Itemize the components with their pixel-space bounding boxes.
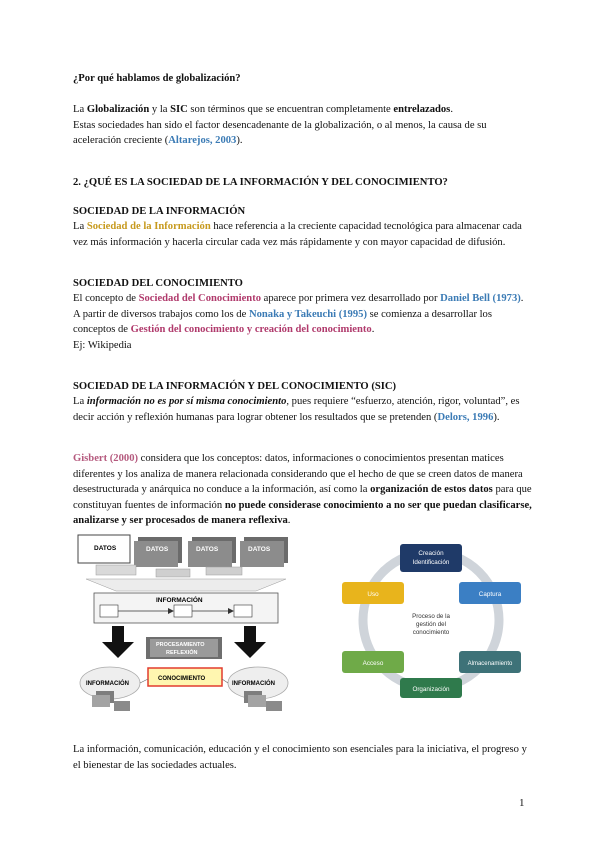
datos-row xyxy=(78,535,288,577)
captura-label: Captura xyxy=(478,591,502,598)
citation-nonaka: Nonaka y Takeuchi (1995) xyxy=(248,308,367,320)
section-title: 2. ¿QUÉ ES LA SOCIEDAD DE LA INFORMACIÓN Y DEL CONOCIMIENTO? xyxy=(73,177,448,188)
informacion-right-label: INFORMACIÓN xyxy=(232,681,275,687)
informacion-label: INFORMACIÓN xyxy=(156,597,203,604)
almacenamiento-box xyxy=(459,651,521,673)
sic-paragraph: La información no es por sí misma conocimiento, pues requiere “esfuerzo, atención, rigor, voluntad”, es decir acción y reflexión humanas para lograr obtener los resultados que se pretenden (Delors, 1996). xyxy=(73,396,520,423)
citation-altarejos: Altarejos, 2003 xyxy=(168,135,237,147)
procesamiento-box xyxy=(146,637,222,659)
uso-box xyxy=(342,582,404,604)
procesamiento-label: PROCESAMIENTO xyxy=(156,642,205,648)
captura-box xyxy=(459,582,521,604)
closing-paragraph: La información, comunicación, educación y el conocimiento son esenciales para la iniciativa, el progreso y el bienestar de las sociedades actuales. xyxy=(73,744,527,771)
cycle-center-line1: Proceso de la xyxy=(412,613,450,620)
info-left xyxy=(80,667,140,711)
creacion-label: Creación xyxy=(418,550,444,557)
info-right xyxy=(228,667,288,711)
datos-label: DATOS xyxy=(196,546,219,553)
organizacion-label: Organización xyxy=(412,686,450,693)
citation-delors: Delors, 1996 xyxy=(437,411,494,423)
question-heading: ¿Por qué hablamos de globalización? xyxy=(73,73,241,84)
acceso-box xyxy=(342,651,404,673)
almacenamiento-label: Almacenamiento xyxy=(467,661,513,667)
identificacion-label: Identificación xyxy=(412,559,450,566)
citation-bell: Daniel Bell (1973) xyxy=(440,293,521,304)
intro-paragraph: La Globalización y la SIC son términos que se encuentran completamente entrelazados. Estas sociedades han sido el factor desencadenante de la globalización, o al menos, la causa de su aceleración creciente (Altarejos, 2003). xyxy=(73,104,487,147)
organizacion-box xyxy=(400,678,462,698)
reflexion-label: REFLEXIÓN xyxy=(166,650,198,656)
gisbert-paragraph: Gisbert (2000) considera que los conceptos: datos, informaciones o conocimientos presentan matices diferentes y los analiza de manera relacionada considerando que el hecho de que se creen datos de manera desestructurada y anárquica no conduce a la información, así como la organización de estos datos para que constituyan fuentes de información no puede considerase conocimiento a no ser que puedan clasificarse, analizarse y ser procesados de manera reflexiva. xyxy=(73,453,532,527)
cycle-center-line2: gestión del xyxy=(416,621,446,628)
sic-heading: SOCIEDAD DE LA INFORMACIÓN Y DEL CONOCIMIENTO (SIC) xyxy=(73,381,397,392)
conocimiento-label: CONOCIMIENTO xyxy=(158,676,206,682)
acceso-label: Acceso xyxy=(362,660,384,667)
si-paragraph: La Sociedad de la Información hace referencia a la creciente capacidad tecnológica para almacenar cada vez más información y hacerla circular cada vez más rápidamente y con mayor capacidad de difusión. xyxy=(73,221,522,248)
sc-paragraph: El concepto de Sociedad del Conocimiento aparece por primera vez desarrollado por Daniel Bell (1973). A partir de diversos trabajos como los de Nonaka y Takeuchi (1995) se comienza a desarrollar los conceptos de Gestión del conocimiento y creación del conocimiento. Ej: Wikipedia xyxy=(73,293,524,351)
uso-label: Uso xyxy=(367,591,379,598)
conocimiento-box xyxy=(148,668,222,686)
page-number: 1 xyxy=(519,797,525,809)
knowledge-cycle-diagram xyxy=(336,540,526,698)
cycle-center-line3: conocimiento xyxy=(412,629,450,636)
informacion-left-label: INFORMACIÓN xyxy=(86,681,129,687)
creacion-box xyxy=(400,544,462,572)
informacion-box xyxy=(94,593,278,623)
si-heading: SOCIEDAD DE LA INFORMACIÓN xyxy=(73,206,246,217)
sc-heading: SOCIEDAD DEL CONOCIMIENTO xyxy=(73,278,243,289)
datos-label: DATOS xyxy=(94,545,117,552)
datos-label: DATOS xyxy=(248,546,271,553)
datos-label: DATOS xyxy=(146,546,169,553)
data-information-diagram xyxy=(76,533,294,723)
